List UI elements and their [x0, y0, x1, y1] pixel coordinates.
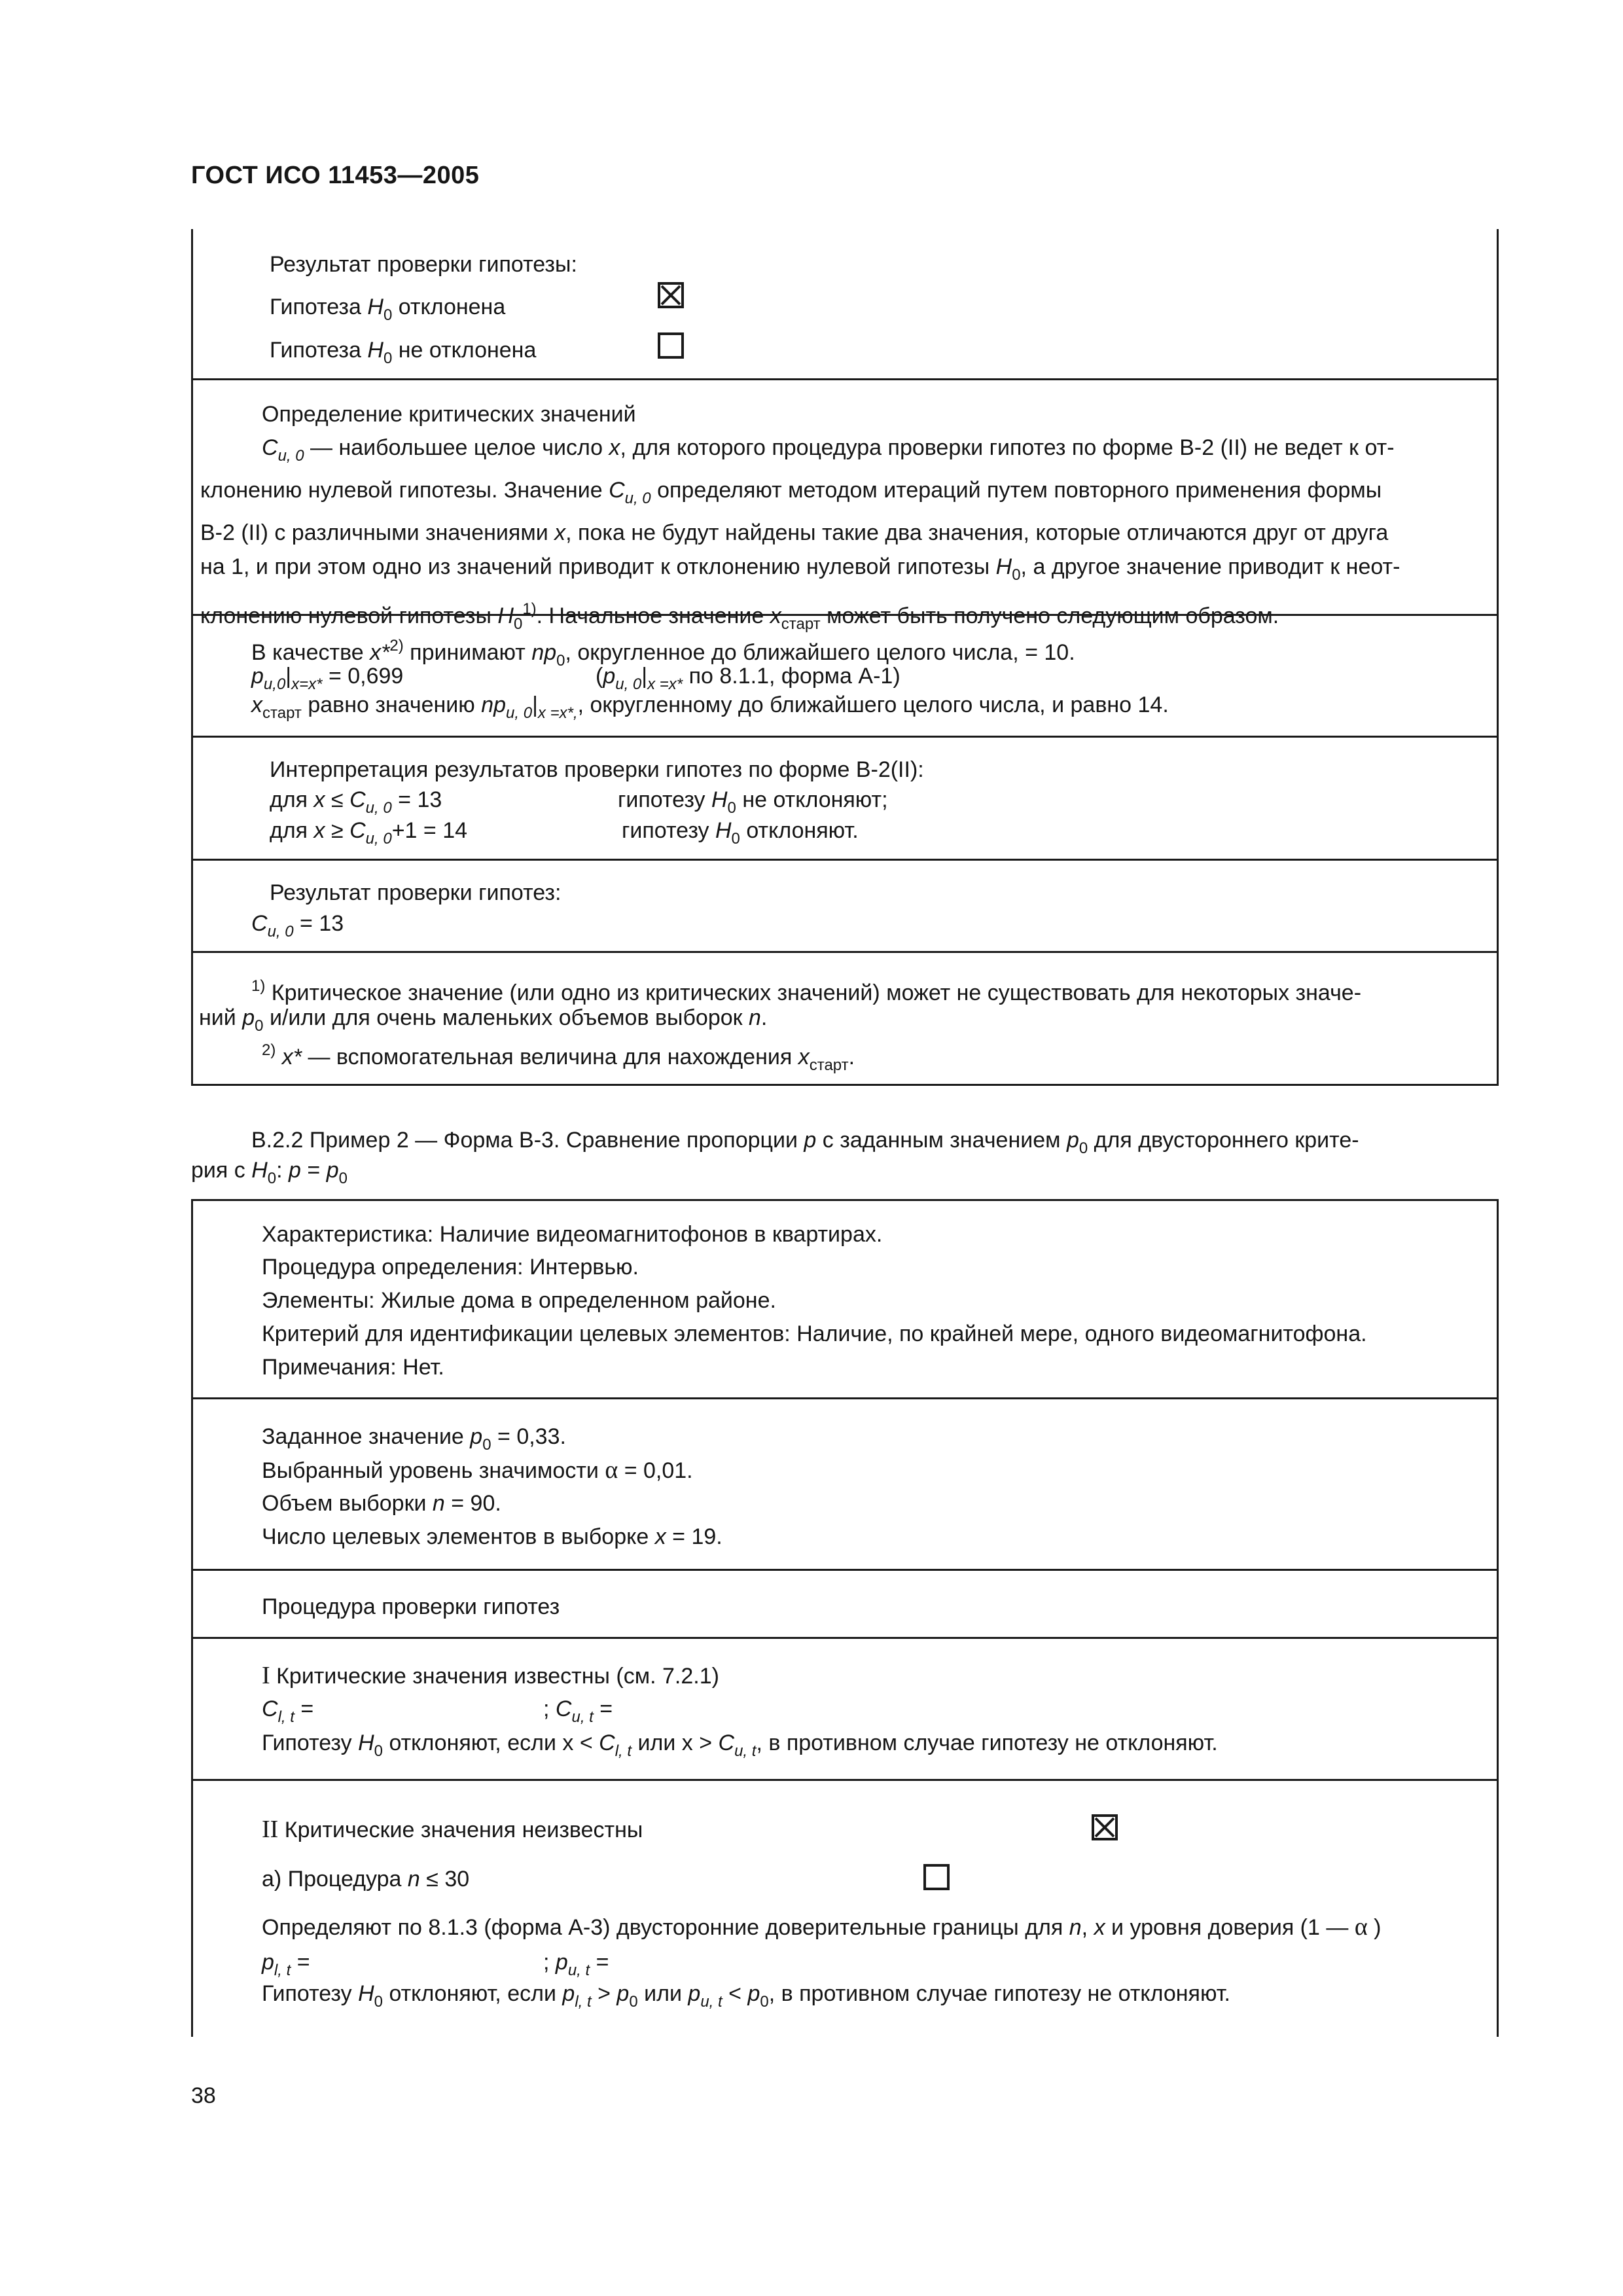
critical-line-1: $C_{u, 0}$ — наибольшее целое число x, для которого процедура проверки гипотез по форме B-2 (II) не ведет к от-: [262, 435, 1395, 465]
row-divider: [191, 736, 1499, 738]
row-divider: [191, 951, 1499, 953]
char-line-1: Характеристика: Наличие видеомагнитофонов в квартирах.: [262, 1222, 883, 1247]
hyp-result-title: Результат проверки гипотезы:: [270, 252, 577, 277]
interp-row-2: для $x \ge C_{u, 0}+1 = 14$: [270, 818, 468, 848]
unknown-title: II Критические значения неизвестны: [262, 1816, 643, 1843]
param-p0: Заданное значение $p_0 = 0,33$.: [262, 1424, 566, 1454]
param-n: Объем выборки n = 90.: [262, 1491, 501, 1516]
char-line-3: Элементы: Жилые дома в определенном районе.: [262, 1288, 776, 1313]
hyp-rejected-checkbox[interactable]: [658, 282, 684, 308]
cross-mark-icon: [1094, 1817, 1115, 1838]
row-divider: [191, 1637, 1499, 1639]
hyp-not-rejected-label: Гипотеза $H_0$ не отклонена: [270, 338, 537, 367]
row-divider: [191, 1397, 1499, 1399]
char-line-5: Примечания: Нет.: [262, 1355, 444, 1380]
known-title: I Критические значения известны (см. 7.2.1): [262, 1662, 719, 1689]
hyp-rejected-label: Гипотеза $H_0$ отклонена: [270, 295, 506, 324]
row-divider: [191, 1779, 1499, 1781]
unknown-pu: ; $p_{u, t}$ =: [543, 1950, 609, 1979]
section-heading-line-2: рия с $H_0$: $p = p_0$: [191, 1158, 348, 1187]
interp-row-1: для $x \le C_{u, 0} = 13$: [270, 787, 442, 817]
row-divider: [191, 614, 1499, 616]
section-heading-line-1: B.2.2 Пример 2 — Форма B-3. Сравнение пропорции p с заданным значением $p_0$ для двустороннего крите-: [251, 1128, 1359, 1157]
xstar-line-1: В качестве x*$^{2)}$ принимают $np_0$, округленное до ближайшего целого числа, = 10.: [251, 637, 1075, 670]
row-divider: [191, 859, 1499, 861]
param-alpha: Выбранный уровень значимости α = 0,01.: [262, 1456, 693, 1484]
char-line-2: Процедура определения: Интервью.: [262, 1255, 639, 1280]
xstar-line-3: $x_{старт}$ равно значению $np_{u, 0}|_{x =x*,}$, округленному до ближайшего целого числа, и равно 14.: [251, 692, 1169, 722]
footnote-1-line-1: $^{1)}$ Критическое значение (или одно из критических значений) может не существовать для некоторых значе-: [251, 977, 1362, 1005]
row-divider: [191, 1569, 1499, 1571]
document-header: ГОСТ ИСО 11453—2005: [191, 162, 480, 189]
char-line-4: Критерий для идентификации целевых элементов: Наличие, по крайней мере, одного видеомагнитофона.: [262, 1321, 1367, 1346]
footnote-1-line-2: ний $p_0$ и/или для очень маленьких объемов выборок n.: [199, 1005, 768, 1035]
interp-title: Интерпретация результатов проверки гипотез по форме B-2(II):: [270, 757, 924, 782]
known-rule: Гипотезу $H_0$ отклоняют, если $x < C_{l, t}$ или $x > C_{u, t}$, в противном случае гипотезу не отклоняют.: [262, 1731, 1218, 1760]
critical-title: Определение критических значений: [262, 402, 636, 427]
unknown-pl: $p_{l, t}$ =: [262, 1950, 310, 1979]
cross-mark-icon: [660, 285, 681, 306]
critical-line-3: B-2 (II) с различными значениями x, пока не будут найдены такие два значения, которые отличаются друг от друга: [200, 520, 1389, 545]
param-x: Число целевых элементов в выборке x = 19.: [262, 1524, 722, 1549]
procedure-title: Процедура проверки гипотез: [262, 1594, 560, 1619]
result2-value: $C_{u, 0} = 13$: [251, 911, 344, 941]
hyp-not-rejected-checkbox[interactable]: [658, 332, 684, 359]
interp-row-2-action: гипотезу $H_0$ отклоняют.: [622, 818, 859, 848]
critical-line-5: клонению нулевой гипотезы $H_0^{1)}$. Начальное значение $x_{старт}$ может быть получено следующим образом.: [200, 600, 1279, 633]
footnote-2: $^{2)}$ x* — вспомогательная величина для нахождения $x_{старт}$.: [262, 1041, 855, 1074]
unknown-rule: Гипотезу $H_0$ отклоняют, если $p_{l, t} > p_0$ или $p_{u, t} < p_0$, в противном случае гипотезу не отклоняют.: [262, 1981, 1230, 2011]
unknown-bounds-line: Определяют по 8.1.3 (форма А-3) двусторонние доверительные границы для n, x и уровня доверия (1 — α ): [262, 1913, 1382, 1941]
unknown-checkbox[interactable]: [1092, 1814, 1118, 1840]
critical-line-4: на 1, и при этом одно из значений приводит к отклонению нулевой гипотезы $H_0$, а другое значение приводит к неот-: [200, 554, 1400, 584]
known-cl: $C_{l, t}$ =: [262, 1696, 314, 1726]
critical-paragraph: [200, 431, 1484, 641]
procedure-a-label: a) Процедура n ≤ 30: [262, 1867, 470, 1892]
row-divider: [191, 378, 1499, 380]
xstar-line-2-ref: ($p_{u, 0}|_{x =x*}$ по 8.1.1, форма А-1): [596, 664, 901, 693]
procedure-a-checkbox[interactable]: [923, 1864, 950, 1890]
result2-title: Результат проверки гипотез:: [270, 880, 562, 905]
xstar-line-2: $p_{u,0}|_{x=x*} = 0,699$: [251, 664, 404, 693]
critical-line-2: клонению нулевой гипотезы. Значение $C_{u, 0}$ определяют методом итераций путем повторного применения формы: [200, 478, 1382, 507]
known-cu: ; $C_{u, t}$ =: [543, 1696, 613, 1726]
page-number: 38: [191, 2083, 216, 2108]
interp-row-1-action: гипотезу $H_0$ не отклоняют;: [618, 787, 888, 817]
